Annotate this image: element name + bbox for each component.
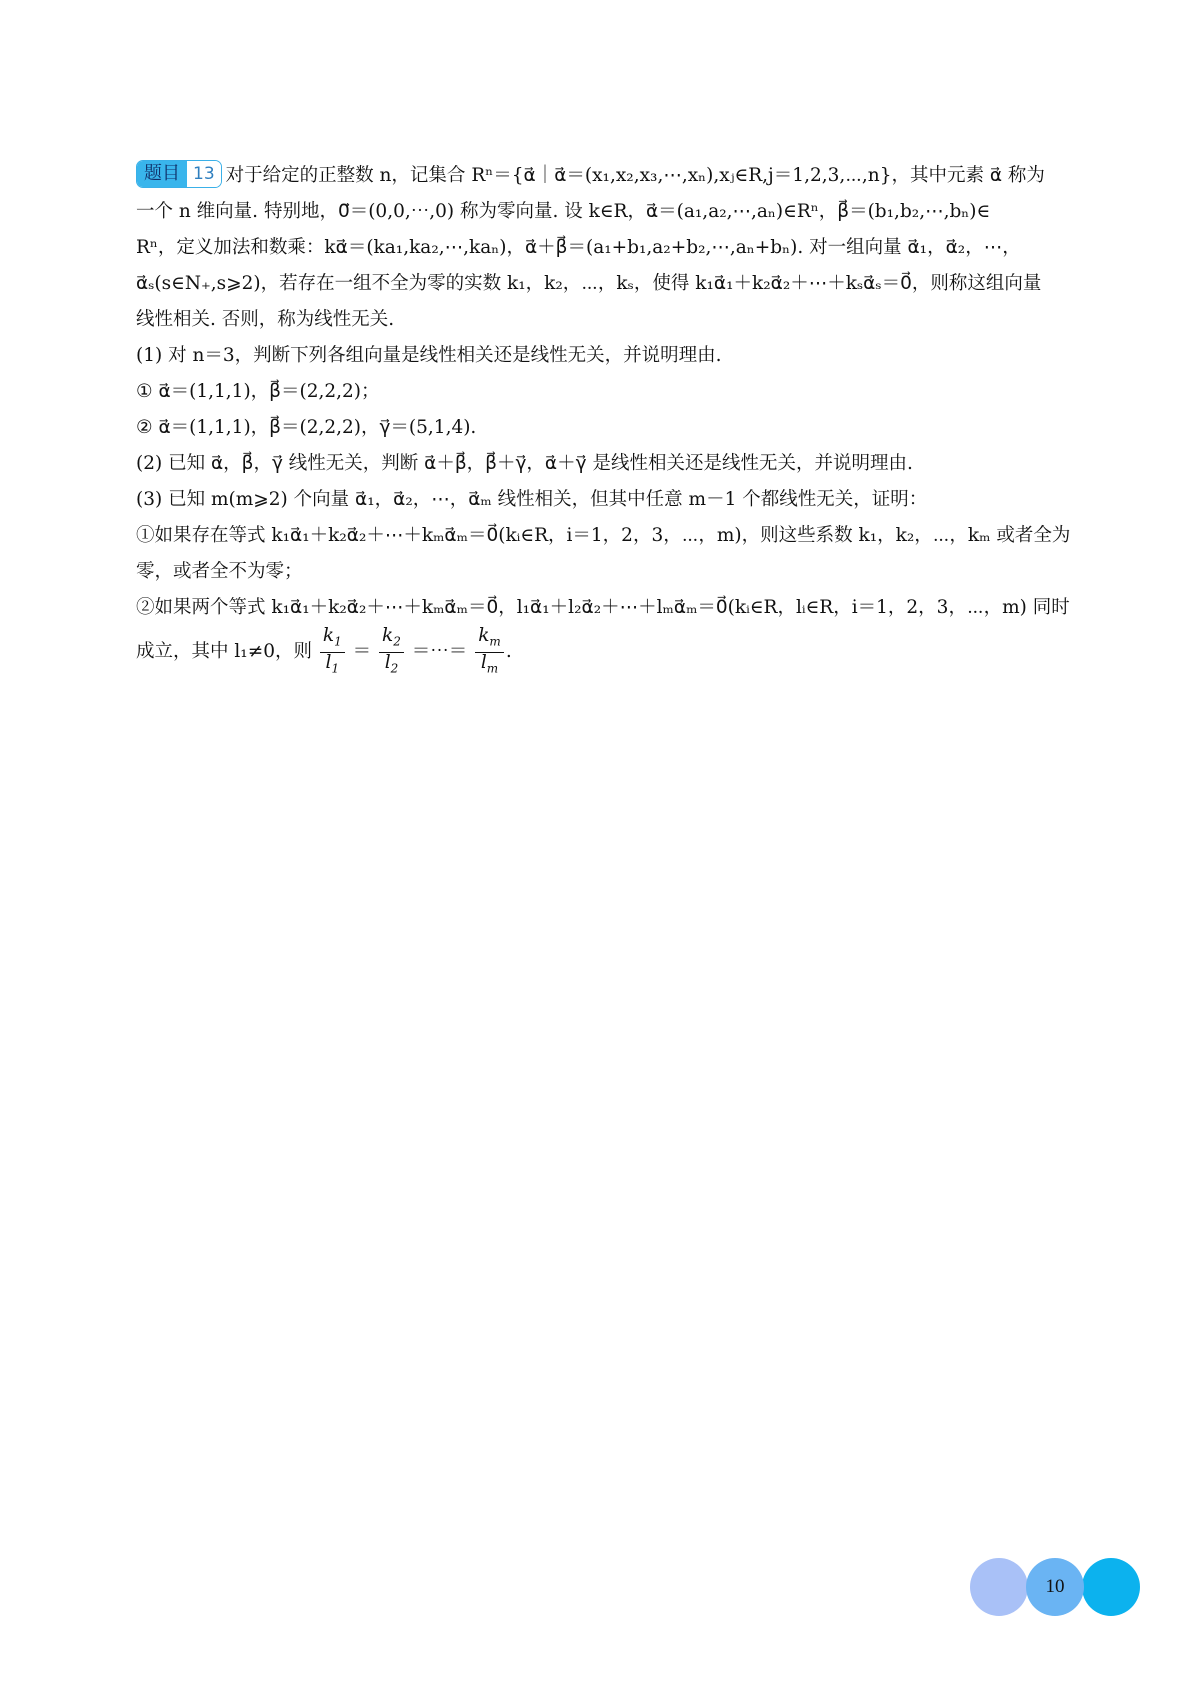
problem-text: 对于给定的正整数 n，记集合 Rⁿ＝{α⃗｜α⃗＝(x₁,x₂,x₃,⋯,xₙ),xⱼ∈R,j＝1,2,3,⋯,n}，其中元素 α⃗ 称为 [225,165,1045,186]
frac-num-subm: m [489,634,501,649]
frac-den-subm: m [486,661,499,676]
frac-num-km: k [478,625,490,646]
question-1-part-2: ② α⃗＝(1,1,1)，β⃗＝(2,2,2)，γ⃗＝(5,1,4). [136,417,477,438]
problem-line-5: 线性相关. 否则，称为线性无关. [136,309,395,330]
frac-num-k2: k [382,625,394,646]
question-3-part-2: ②如果两个等式 k₁α⃗₁＋k₂α⃗₂＋⋯＋kₘα⃗ₘ＝0⃗，l₁α⃗₁＋l₂α⃗₂＋⋯＋lₘα⃗ₘ＝0⃗(kᵢ∈R，lᵢ∈R，i＝1，2，3，⋯，m) 同时 [136,597,1070,618]
problem-line-2: 一个 n 维向量. 特别地，0⃗＝(0,0,⋯,0) 称为零向量. 设 k∈R，α⃗＝(a₁,a₂,⋯,aₙ)∈Rⁿ，β⃗＝(b₁,b₂,⋯,bₙ)∈ [136,201,991,222]
question-1: (1) 对 n＝3，判断下列各组向量是线性相关还是线性无关，并说明理由. [136,345,722,366]
question-1-part-1: ① α⃗＝(1,1,1)，β⃗＝(2,2,2)； [136,381,380,402]
equals-sign: ＝ [352,641,372,663]
question-3-part-2-cont [136,626,1104,678]
question-3-part-1-cont: 零，或者全不为零； [136,561,303,582]
equals-dots: ＝⋯＝ [411,641,468,663]
problem-line-4: α⃗ₛ(s∈N₊,s⩾2)，若存在一组不全为零的实数 k₁，k₂，⋯，kₛ，使得 k₁α⃗₁＋k₂α⃗₂＋⋯＋kₛα⃗ₛ＝0⃗，则称这组向量 [136,273,1042,294]
frac-den-l2: l [384,651,391,673]
frac-num-sub2: 2 [393,634,401,649]
problem-line-1 [136,158,1104,194]
frac-den-sub2: 2 [390,661,399,676]
badge-circle-right [1082,1558,1140,1616]
frac-num-k1: k [322,625,335,646]
conclusion-prefix: 成立，其中 l₁≠0，则 [136,641,312,663]
badge-circle-left [970,1558,1028,1616]
page-number-badge [970,1558,1140,1616]
fraction-k2-l2 [379,626,404,678]
fraction-km-lm [475,626,504,678]
fraction-k1-l1 [320,626,345,678]
question-3: (3) 已知 m(m⩾2) 个向量 α⃗₁，α⃗₂，⋯，α⃗ₘ 线性相关，但其中任意 m－1 个都线性无关，证明： [136,489,928,510]
page-number: 10 [1045,1576,1065,1597]
problem-number: 13 [187,161,221,187]
problem-tag [136,160,222,188]
period: . [505,641,512,663]
frac-den-sub1: 1 [331,661,340,676]
question-2: (2) 已知 α⃗，β⃗，γ⃗ 线性无关，判断 α⃗＋β⃗，β⃗＋γ⃗，α⃗＋γ⃗ 是线性相关还是线性无关，并说明理由. [136,453,913,474]
frac-den-l1: l [325,651,332,673]
frac-den-lm: l [480,651,487,673]
problem-13 [136,158,1104,678]
problem-line-3: Rⁿ，定义加法和数乘：kα⃗＝(ka₁,ka₂,⋯,kaₙ)，α⃗＋β⃗＝(a₁+b₁,a₂+b₂,⋯,aₙ+bₙ). 对一组向量 α⃗₁，α⃗₂，⋯， [136,237,1021,258]
problem-tag-label: 题目 [137,161,187,187]
frac-num-sub1: 1 [334,634,342,649]
question-3-part-1: ①如果存在等式 k₁α⃗₁＋k₂α⃗₂＋⋯＋kₘα⃗ₘ＝0⃗(kᵢ∈R，i＝1，2，3，⋯，m)，则这些系数 k₁，k₂，⋯，kₘ 或者全为 [136,525,1071,546]
